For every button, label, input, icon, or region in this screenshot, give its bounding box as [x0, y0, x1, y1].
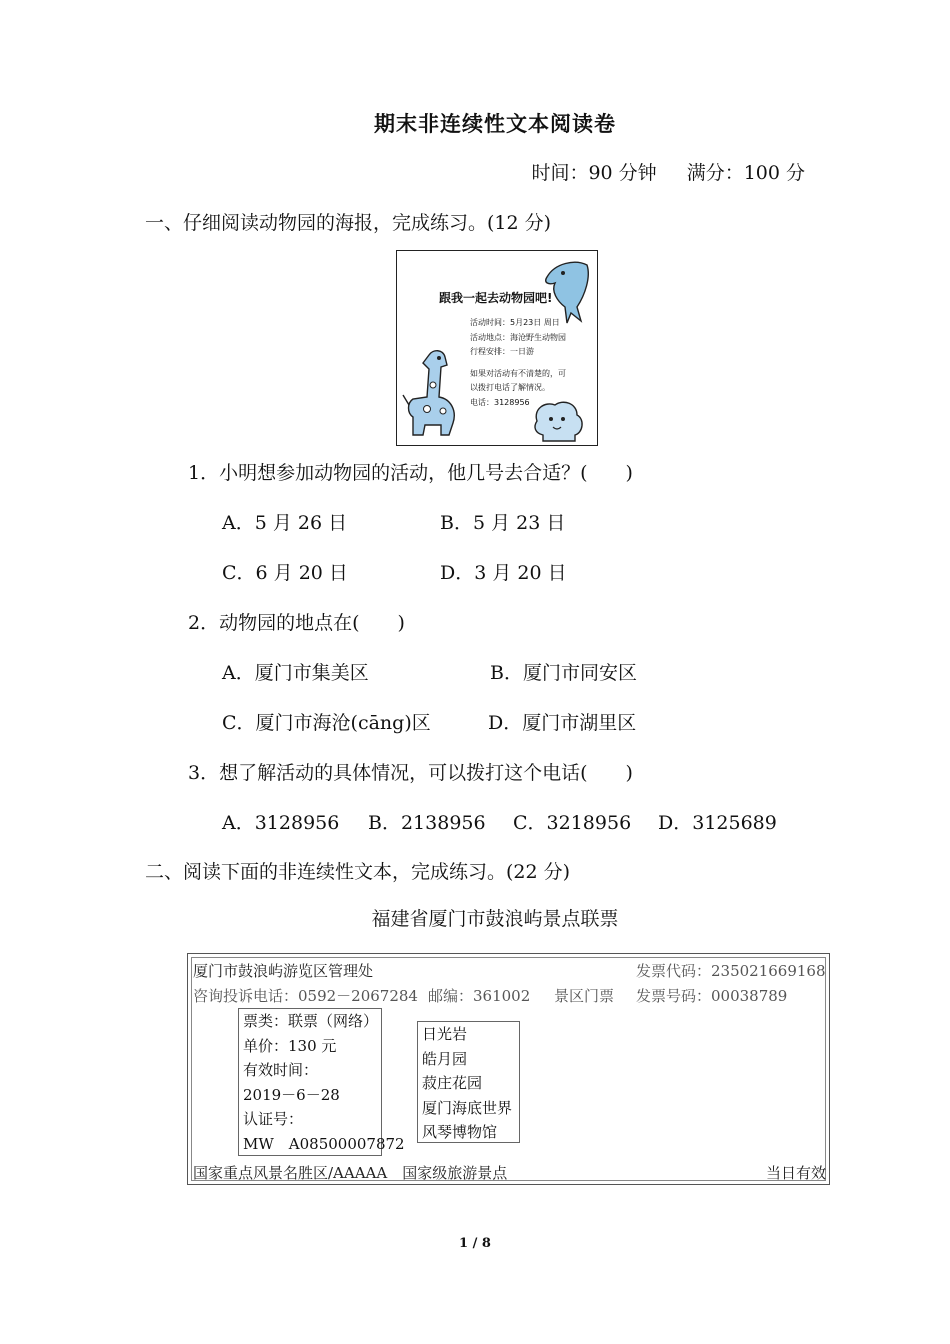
ticket-invoice-number: 发票号码：00038789: [636, 987, 788, 1005]
poster-line: 电话：3128956: [470, 398, 530, 407]
ticket-info-line: MW A08500007872: [243, 1134, 405, 1153]
q1-option-b: B．5 月 23 日: [440, 512, 566, 534]
ticket-invoice-code: 发票代码：235021669168: [636, 962, 826, 980]
ticket-info-line: 票类：联票（网络）: [243, 1012, 379, 1030]
poster-line: 活动时间：5月23日 周日: [470, 318, 560, 327]
ticket-site: 日光岩: [422, 1025, 468, 1043]
ticket-info-line: 有效时间：: [243, 1061, 319, 1080]
exam-score: 满分：100 分: [686, 162, 805, 184]
q2-option-d: D．厦门市湖里区: [488, 712, 637, 734]
scenic-ticket: [187, 953, 830, 1185]
ticket-info-line: 2019－6－28: [243, 1085, 340, 1104]
poster-title: 跟我一起去动物园吧!: [439, 291, 553, 305]
ticket-issuer: 厦门市鼓浪屿游览区管理处: [193, 962, 374, 980]
poster-line: 活动地点：海沧野生动物园: [470, 333, 566, 342]
ticket-site: 厦门海底世界: [422, 1098, 513, 1117]
ticket-info-box: [238, 1008, 405, 1156]
poster-line: 如果对活动有不清楚的，可: [470, 369, 566, 378]
q3-option-c: C．3218956: [513, 812, 632, 834]
q2-option-a: A．厦门市集美区: [222, 662, 369, 684]
q1-option-a: A．5 月 26 日: [222, 512, 348, 534]
q3-option-d: D．3125689: [658, 812, 777, 834]
ticket-footer-right: 当日有效: [765, 1164, 826, 1182]
ticket-footer-left: 国家重点风景名胜区/AAAAA 国家级旅游景点: [193, 1164, 508, 1182]
ticket-site: 风琴博物馆: [422, 1123, 498, 1142]
lion-icon: [529, 399, 591, 443]
ticket-kind: 景区门票: [554, 987, 615, 1005]
page-title: 期末非连续性文本阅读卷: [374, 111, 616, 136]
ticket-title: 福建省厦门市鼓浪屿景点联票: [371, 908, 619, 930]
q1-option-c: C．6 月 20 日: [222, 562, 348, 584]
exam-meta: [501, 158, 805, 185]
question-2: 2．动物园的地点在( ): [188, 612, 405, 634]
exam-time: 时间：90 分钟: [531, 162, 657, 184]
giraffe-icon: [399, 345, 469, 441]
page-number: 1 / 8: [459, 1236, 491, 1251]
section-1-heading: 一、仔细阅读动物园的海报，完成练习。(12 分): [145, 212, 552, 234]
q3-option-b: B．2138956: [368, 812, 486, 834]
q2-option-b: B．厦门市同安区: [490, 662, 637, 684]
q1-option-d: D．3 月 20 日: [440, 562, 567, 584]
ticket-postcode: 邮编：361002: [428, 987, 531, 1005]
section-2-heading: 二、阅读下面的非连续性文本，完成练习。(22 分): [145, 861, 571, 883]
question-3: 3．想了解活动的具体情况，可以拨打这个电话( ): [188, 762, 633, 784]
poster-line: 以拨打电话了解情况。: [470, 383, 550, 392]
ticket-info-line: 认证号：: [243, 1110, 304, 1129]
q2-option-c: C．厦门市海沧(cāng)区: [222, 712, 431, 734]
poster-line: 行程安排：一日游: [470, 347, 534, 356]
ticket-site: 菽庄花园: [422, 1074, 483, 1093]
zoo-poster: [396, 250, 598, 446]
question-1: 1．小明想参加动物园的活动，他几号去合适？( ): [188, 462, 633, 484]
ticket-phone: 咨询投诉电话：0592－2067284: [193, 987, 418, 1005]
ticket-info-line: 单价：130 元: [243, 1036, 337, 1055]
ticket-site: 皓月园: [422, 1049, 468, 1068]
q3-option-a: A．3128956: [222, 812, 340, 834]
ticket-sites-box: [417, 1021, 520, 1143]
